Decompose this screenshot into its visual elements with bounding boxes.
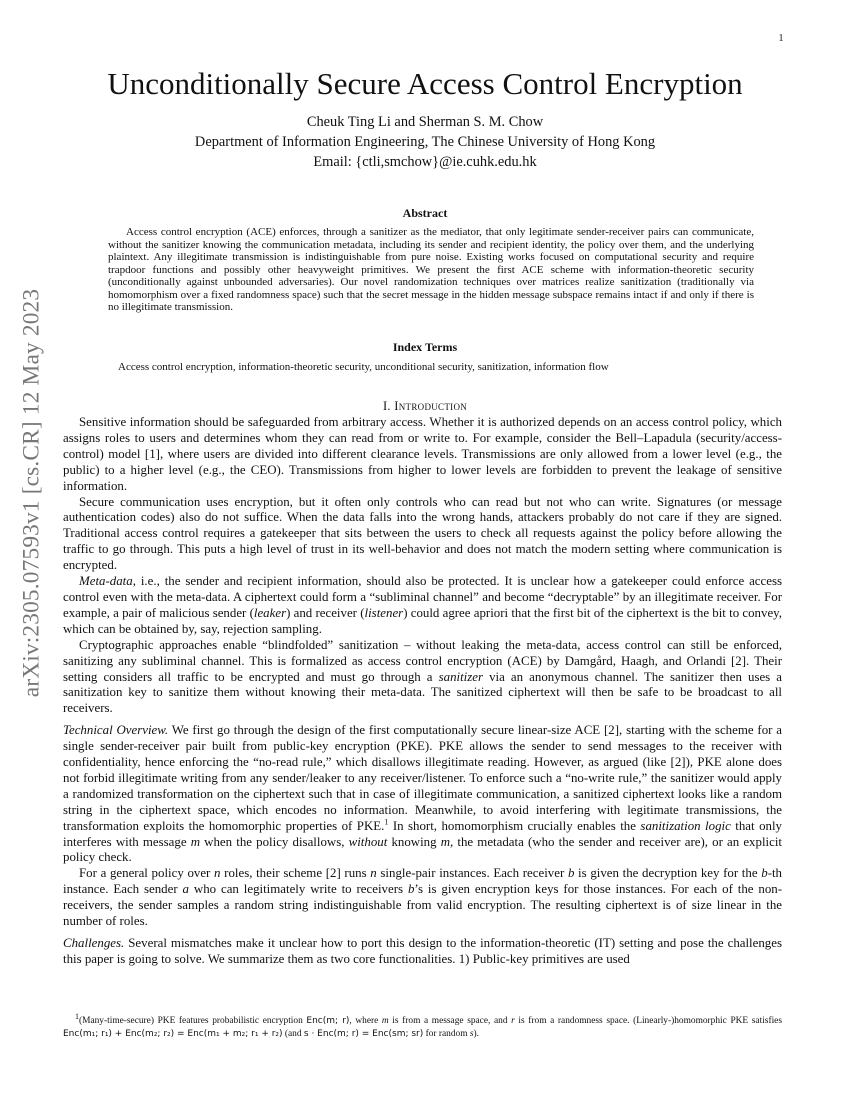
body-text — [63, 415, 782, 968]
footnote-reference[interactable]: 1 — [384, 817, 389, 827]
paragraph: Sensitive information should be safeguarded from arbitrary access. Whether it is authorized depends on an access control policy, which assigns roles to users and determines whom they can read from or write to. For example, consider the Bell–Lapadula (security/access-control) model [1], where users are divided into different clearance levels. Transmissions are only allowed from a lower level (e.g., the public) to a higher level (e.g., the CEO). Transmissions from higher to lower levels are forbidden to prevent the leakage of sensitive information. — [63, 415, 782, 493]
paragraph: For a general policy over n roles, their scheme [2] runs n single-pair instances. Each receiver b is given the decryption key for the b-th instance. Each sender a who can legitimately write to receivers b’s is given encryption keys for those instances. For each of the non-receivers, the sender samples a random string indistinguishable from valid encryption. The resulting ciphertext is of size linear in the number of roles. — [63, 866, 783, 929]
paragraph: Meta-data, i.e., the sender and recipient information, should also be protected. It is unclear how a gatekeeper could enforce access control even with the meta-data. A ciphertext could form a “subliminal channel” and become “decryptable” by an illegitimate receiver. For example, a pair of malicious sender (leaker) and receiver (listener) could agree apriori that the first bit of the ciphertext is the bit to convey, which can be obtained by, say, rejection sampling. — [63, 574, 783, 636]
paragraph-technical-overview: Technical Overview. We first go through the design of the first computationally secure linear-size ACE [2], starting with the scheme for a single sender-receiver pair built from public-key encryption (PKE). PKE allows the sender to send messages to the receiver with confidentiality, hence enforcing the “no-read rule,” which disallows illegitimate reading. However, as argued (like [2]), PKE alone does not forbid illegitimate writing from any sender/leaker to any receiver/listener. To enforce such a “no-write rule,” the sanitizer would apply a randomized transformation on the ciphertext such that in case of illegitimate communication, a sanitized ciphertext looks like a random string in the ciphertext space, which encodes no information. Meanwhile, to avoid interfering with legitimate transmissions, the transformation exploits the homomorphic properties of PKE.$^1$ In short, homomorphism crucially enables the sanitization logic that only interferes with message m when the policy disallows, without knowing m, the metadata (who the sender and receiver are), or an explicit policy check. — [63, 723, 782, 865]
paragraph: Cryptographic approaches enable “blindfolded” sanitization – without leaking the meta-data, access control can still be enforced, sanitizing any subliminal channel. This is formalized as access control encryption (ACE) by Damgård, Haagh, and Orlandi [2]. Their setting considers all traffic to be encrypted and must go through a sanitizer via an anonymous channel. The sanitizer then uses a sanitization key to sanitize them without knowing their meta-data. The sanitized ciphertext will then be safe to be broadcast to all receivers. — [63, 637, 783, 716]
author-list: Cheuk Ting Li and Sherman S. M. Chow — [306, 114, 544, 130]
abstract-text: Access control encryption (ACE) enforces, through a sanitizer as the mediator, that only legitimate sender-receiver pairs can communicate, without the sanitizer knowing the communication metadata, including its sender and recipient identity, the policy over them, and the underlying plaintext. Any illegitimate transmission is indistinguishable from pure noise. Existing works focused on computational security and require trapdoor functions and possibly other heavyweight primitives. We present the first ACE scheme with information-theoretic security (unconditionally against unbounded adversaries). Our novel randomization techniques over matrices realize sanitization (traditionally via homomorphism over a fixed randomness space) such that the secret message in the hidden message subspace remains intact if and only if there is no illegitimate transmission. — [108, 226, 754, 313]
index-terms-heading: Index Terms — [392, 340, 458, 354]
arxiv-sidebar — [6, 258, 58, 728]
index-terms-text: Access control encryption, information-theoretic security, unconditional security, sanitization, information flow — [118, 361, 609, 373]
math-formula: Enc(m; r) — [306, 1016, 350, 1026]
footnote-mark: 1 — [75, 1011, 79, 1021]
author-email: Email: {ctli,smchow}@ie.cuhk.edu.hk — [313, 154, 537, 170]
section-title: Introduction — [394, 399, 468, 413]
footnote: 1(Many-time-secure) PKE features probabilistic encryption Enc(m; r), where m is from a message space, and r is from a randomness space. (Linearly-)homomorphic PKE satisfies Enc(m₁; r₁) + Enc(m₂; r₂) = Enc(m₁ + m₂; r₁ + r₂) (and s · Enc(m; r) = Enc(sm; sr) for random s). — [63, 1011, 782, 1039]
math-formula: s · Enc(m; r) = Enc(sm; sr) — [303, 1029, 424, 1039]
arxiv-identifier: arXiv:2305.07593v1 [cs.CR] 12 May 2023 — [18, 288, 45, 698]
math-formula: Enc(m₁; r₁) + Enc(m₂; r₂) = Enc(m₁ + m₂; r₁ + r₂) — [63, 1029, 283, 1039]
affiliation: Department of Information Engineering, The Chinese University of Hong Kong — [194, 134, 656, 150]
page-number: 1 — [778, 33, 784, 44]
paragraph-challenges: Challenges. Several mismatches make it unclear how to port this design to the information-theoretic (IT) setting and pose the challenges this paper is going to solve. We summarize them as two core functionalities. 1) Public-key primitives are used — [63, 936, 782, 966]
section-number: I. — [382, 399, 391, 413]
abstract-heading: Abstract — [402, 206, 448, 220]
section-heading — [60, 399, 790, 414]
paper-title: Unconditionally Secure Access Control Encryption — [107, 66, 743, 101]
paragraph: Secure communication uses encryption, but it often only controls who can read but not who can write. Signatures (or message authentication codes) also do not suffice. When the data falls into the wrong hands, attackers probably do not care if they are signed. Traditional access control requires a gatekeeper that sits between the users to check all requests against the policy before allowing the traffic to go through. This puts a high level of trust in its well-behavior and does not match the modern setting where communication is encrypted. — [63, 494, 782, 573]
